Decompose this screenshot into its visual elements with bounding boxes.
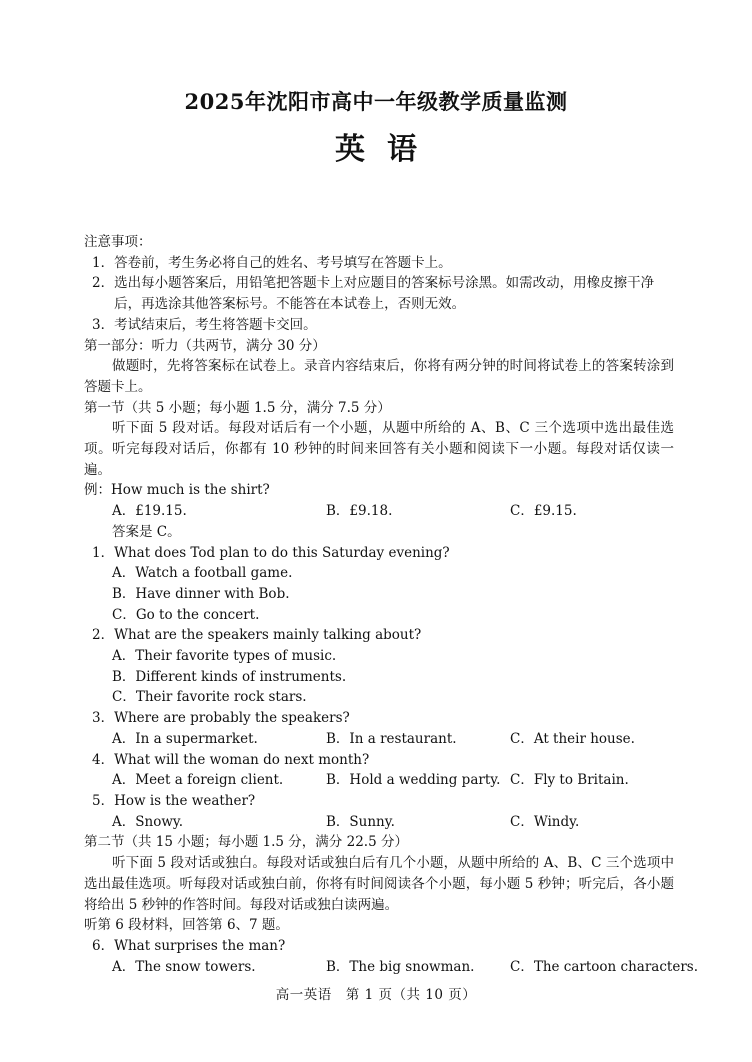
notice-item: 3． 考试结束后，考生将答题卡交回。 <box>92 316 317 333</box>
page-footer: 高一英语 第 1 页（共 10 页） <box>275 987 477 1003</box>
subject-title: 英语 <box>335 132 439 167</box>
option: C．Fly to Britain. <box>510 772 629 789</box>
option: B．Have dinner with Bob. <box>112 585 290 602</box>
option: C．Their favorite rock stars. <box>112 689 307 706</box>
question-stem: 6．What surprises the man? <box>92 937 286 954</box>
option: A．In a supermarket. <box>112 730 258 747</box>
notice-item: 2． 选出每小题答案后，用铅笔把答题卡上对应题目的答案标号涂黑。如需改动，用橡皮擦干净后，再选涂其他答案标号。不能答在本试卷上，否则无效。 <box>92 275 655 313</box>
question-options <box>84 770 674 791</box>
option: A．£19.15. <box>112 503 187 520</box>
question-stem: 2．What are the speakers mainly talking about? <box>92 627 422 644</box>
option: C．£9.15. <box>510 503 577 520</box>
option: A．The snow towers. <box>112 958 256 975</box>
option: A．Their favorite types of music. <box>112 648 337 665</box>
question-options <box>84 812 674 833</box>
part1-intro: 做题时，先将答案标在试卷上。录音内容结束后，你将有两分钟的时间将试卷上的答案转涂到答题卡上。 <box>84 358 674 395</box>
question-stem: 5．How is the weather? <box>92 792 256 809</box>
option: C．Windy. <box>510 813 580 830</box>
question-options <box>84 729 674 750</box>
option: B．£9.18. <box>326 503 393 520</box>
question-stem: 4．What will the woman do next month? <box>92 751 370 768</box>
notice-item: 1． 答卷前，考生务必将自己的姓名、考号填写在答题卡上。 <box>92 254 452 271</box>
part1-heading: 第一部分：听力（共两节，满分 30 分） <box>84 337 326 354</box>
option: C．At their house. <box>510 730 635 747</box>
question-stem: 1．What does Tod plan to do this Saturday evening? <box>92 544 450 561</box>
option: A．Snowy. <box>112 813 184 830</box>
example-question: 例：How much is the shirt? <box>84 482 270 499</box>
example-options <box>84 501 674 522</box>
section1-heading: 第一节（共 5 小题；每小题 1.5 分，满分 7.5 分） <box>84 399 391 416</box>
material-instruction: 听第 6 段材料，回答第 6、7 题。 <box>84 917 289 934</box>
option: C．Go to the concert. <box>112 606 260 623</box>
option: B．Different kinds of instruments. <box>112 668 347 685</box>
notice-heading: 注意事项： <box>84 234 152 250</box>
option: C．The cartoon characters. <box>510 958 698 975</box>
exam-content <box>84 232 698 977</box>
question-stem: 3．Where are probably the speakers? <box>92 710 350 727</box>
option: B．In a restaurant. <box>326 730 457 747</box>
option: A．Watch a football game. <box>112 565 293 582</box>
option: A．Meet a foreign client. <box>112 772 284 789</box>
example-answer: 答案是 C。 <box>112 523 181 540</box>
exam-title: 2025年沈阳市高中一年级教学质量监测 <box>184 89 568 114</box>
section2-heading: 第二节（共 15 小题；每小题 1.5 分，满分 22.5 分） <box>84 834 408 851</box>
section2-intro: 听下面 5 段对话或独白。每段对话或独白后有几个小题，从题中所给的 A、B、C 三个选项中选出最佳选项。听每段对话或独白前，你将有时间阅读各个小题，每小题 5 秒钟；听完后，各小题将给出 5 秒钟的作答时间。每段对话或独白读两遍。 <box>84 855 674 913</box>
option: B．Sunny. <box>326 813 395 830</box>
option: B．The big snowman. <box>326 958 475 975</box>
section1-intro: 听下面 5 段对话。每段对话后有一个小题，从题中所给的 A、B、C 三个选项中选出最佳选项。听完每段对话后，你都有 10 秒钟的时间来回答有关小题和阅读下一小题。每段对话仅读一遍。 <box>84 420 674 478</box>
question-options <box>84 957 698 978</box>
option: B．Hold a wedding party. <box>326 772 501 789</box>
